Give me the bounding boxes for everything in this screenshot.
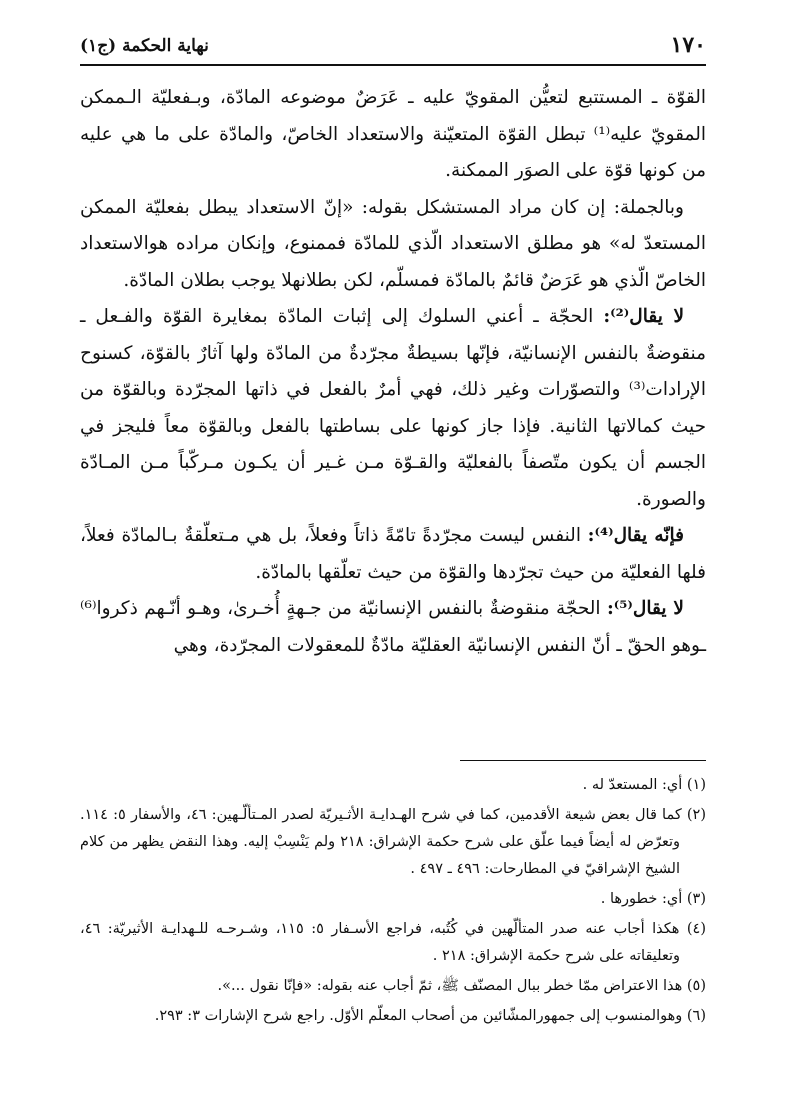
footnote-1: (١) أي: المستعدّ له . (582, 777, 706, 793)
footnotes (80, 772, 706, 1033)
paragraph-2: وبالجملة: إن كان مراد المستشكل بقوله: «إنّ الاستعداد يبطل بفعليّة الممكن المستعدّ له» هو مطلق الاستعداد الّذي للمادّة فممنوع، وإنكان مراده هوالاستعداد الخاصّ الّذي هو عَرَضٌ قائمٌ بالمادّة فمسلّم، لكن بطلانهلا يوجب بطلان المادّة. (80, 196, 706, 291)
paragraph-5 (80, 591, 706, 664)
reply-lead: فإنّه يقال⁽⁴⁾: (587, 525, 684, 546)
objection-lead-2: لا يقال⁽⁵⁾: (606, 598, 684, 619)
paragraph-3-text: الحجّة ـ أعني السلوك إلى إثبات المادّة بمغايرة القوّة والفـعل ـ منقوضةٌ بالنفس الإنسانيّة، فإنّها بسيطةٌ مجرّدةٌ من المادّة ولها آثارٌ بالقوّة، كسنوح الإرادات⁽³⁾ والتصوّرات وغير ذلك، فهي أمرٌ بالفعل في ذاتها المجرّدة وبالقوّة من حيث كمالاتها الثانية. فإذا جاز كونها على بساطتها بالفعل وبالقوّة معاً فليجز في الجسم أن يكون متّصفاً بالفعليّة والقـوّة مـن غـير أن يكـون مـركّباً مـن المـادّة والصورة. (80, 306, 706, 510)
page-number: ١٧٠ (670, 32, 706, 58)
footnote-6: (٦) وهوالمنسوب إلى جمهورالمشّائين من أصحاب المعلّم الأوّل. راجع شرح الإشارات ٣: ٢٩٣. (154, 1008, 706, 1024)
paragraph-4-text: النفس ليست مجرّدةً تامّةً ذاتاً وفعلاً، بل هي مـتعلّقةٌ بـالمادّة فعلاً، فلها الفعليّة من حيث تجرّدها والقوّة من حيث تعلّقها بالمادّة. (80, 525, 706, 583)
paragraph-5-text: الحجّة منقوضةٌ بالنفس الإنسانيّة من جـهةٍ أُخـرىٰ، وهـو أنّـهم ذكروا⁽⁶⁾ ـوهو الحقّ ـ أنّ النفس الإنسانيّة العقليّة مادّةٌ للمعقولات المجرّدة، وهي (80, 598, 706, 656)
paragraph-3 (80, 299, 706, 518)
objection-lead: لا يقال⁽²⁾: (603, 306, 684, 327)
footnote-5: (٥) هذا الاعتراض ممّا خطر ببال المصنّف ﷺ، ثمّ أجاب عنه بقوله: «فإنّا نقول ...». (217, 978, 706, 994)
paragraph-4 (80, 518, 706, 591)
footnote-2: (٢) كما قال بعض شيعة الأقدمين، كما في شرح الهـدايـة الأثـيريّة لصدر المـتألّـهين: ٤٦، والأسفار ٥: ١١٤. وتعرّض له أيضاً فيما علّق على شرح حكمة الإشراق: ٢١٨ ولم يَنْسِبْ إليه. وهذا النقض يظهر من كلام الشيخ الإشراقيّ في المطارحات: ٤٩٦ ـ ٤٩٧ . (80, 807, 706, 877)
paragraph-1: القوّة ـ المستتبع لتعيُّن المقويّ عليه ـ عَرَضٌ موضوعه المادّة، وبـفعليّة الـممكن المقويّ عليه⁽¹⁾ تبطل القوّة المتعيّنة والاستعداد الخاصّ، والمادّة على ما هي عليه من كونها قوّة على الصوَر الممكنة. (80, 87, 706, 181)
footnote-4: (٤) هكذا أجاب عنه صدر المتألّهين في كُتُبه، فراجع الأسـفار ٥: ١١٥، وشـرحـه للـهدايـة الأثيريّة: ٤٦، وتعليقاته على شرح حكمة الإشراق: ٢١٨ . (80, 921, 706, 964)
footnote-divider (460, 760, 706, 761)
page-header (80, 30, 706, 66)
main-text (80, 80, 706, 664)
footnote-3: (٣) أي: خطورها . (600, 891, 706, 907)
running-title: نهاية الحكمة (ج١) (80, 36, 209, 56)
